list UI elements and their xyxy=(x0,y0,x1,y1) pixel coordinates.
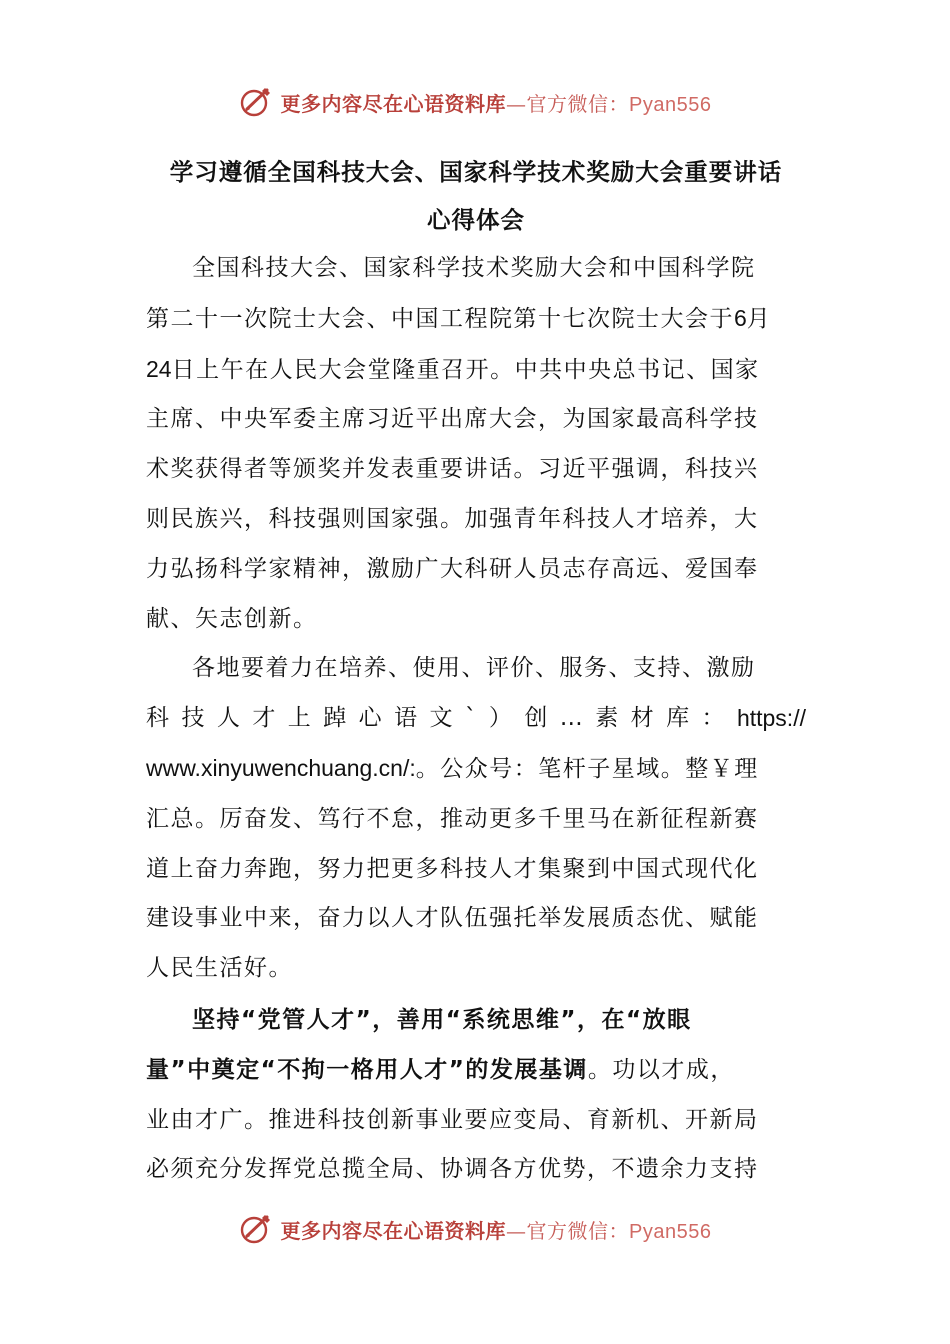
banner-text xyxy=(281,88,712,117)
url-fragment: https:// xyxy=(736,705,806,732)
text-span: 第二十一次院士大会、中国工程院第十七次院士大会于 xyxy=(146,305,734,332)
banner-brand: 更多内容尽在心语资料库 xyxy=(280,1218,507,1243)
banner-wechat-id: Pyan556 xyxy=(629,1220,712,1243)
char: 心 xyxy=(358,705,384,732)
char: 踔 xyxy=(323,705,348,732)
text-line: 建设事业中来，奋力以人才队伍强托举发展质态优、赋能 xyxy=(146,905,759,932)
text-line: 力弘扬科学家精神，激励广大科研人员志存高远、爱国奉 xyxy=(146,555,759,582)
text-span: 。功以才成， xyxy=(587,1056,735,1083)
char: 科 xyxy=(146,705,171,732)
char: … xyxy=(559,705,585,732)
text-span: 月 xyxy=(746,305,772,332)
char: ` xyxy=(464,705,478,732)
text-span: 。公众号：笔杆子星域。整￥理 xyxy=(415,755,759,782)
char: 材 xyxy=(630,705,656,732)
text-line: 献、矢志创新。 xyxy=(146,605,318,632)
char: 上 xyxy=(287,705,313,732)
paragraph-1 xyxy=(146,244,806,644)
text-line: 主席、中央军委主席习近平出席大会，为国家最高科学技 xyxy=(146,406,759,433)
banner-dash: — xyxy=(506,91,527,116)
text-line-bold: 坚持“党管人才”，善用“系统思维”，在“放眼 xyxy=(192,1006,692,1033)
banner-wechat-label: 官方微信： xyxy=(526,1218,630,1243)
paragraph-3 xyxy=(146,996,806,1195)
footer-banner xyxy=(0,1209,950,1249)
text-span: 24 xyxy=(146,355,172,382)
text-span: 日上午在人民大会堂隆重召开。中共中央总书记、国家 xyxy=(171,356,760,383)
text-line xyxy=(146,744,806,795)
text-line xyxy=(146,1046,806,1096)
text-line: 则民族兴，科技强则国家强。加强青年科技人才培养，大 xyxy=(146,505,759,532)
text-line: 汇总。厉奋发、笃行不怠，推动更多千里马在新征程新赛 xyxy=(146,805,759,832)
url-text: www.xinyuwenchuang.cn/: xyxy=(146,754,416,781)
header-banner xyxy=(0,82,950,122)
banner-wechat-id: Pyan556 xyxy=(629,93,712,116)
pen-logo-icon xyxy=(239,1212,273,1246)
text-span: 6 xyxy=(734,304,747,331)
banner-wechat-label: 官方微信： xyxy=(526,91,630,116)
char: 才 xyxy=(252,705,277,732)
char: ： xyxy=(701,705,726,732)
char: 素 xyxy=(595,705,620,732)
text-line: 各地要着力在培养、使用、评价、服务、支持、激励 xyxy=(192,655,756,682)
char: ） xyxy=(488,705,514,732)
char: 文 xyxy=(429,705,454,732)
document xyxy=(146,148,806,1195)
banner-text xyxy=(281,1215,712,1244)
text-line: 必须充分发挥党总揽全局、协调各方优势，不遗余力支持 xyxy=(146,1156,759,1183)
document-title xyxy=(146,148,806,244)
text-line: 术奖获得者等颁奖并发表重要讲话。习近平强调，科技兴 xyxy=(146,456,759,483)
banner-dash: — xyxy=(506,1218,527,1243)
text-line: 业由才广。推进科技创新事业要应变局、育新机、开新局 xyxy=(146,1106,759,1133)
paragraph-2 xyxy=(146,644,806,994)
char: 人 xyxy=(216,705,242,732)
title-line-2: 心得体会 xyxy=(427,206,525,234)
text-line xyxy=(146,294,806,345)
char: 创 xyxy=(524,705,549,732)
title-line-1: 学习遵循全国科技大会、国家科学技术奖励大会重要讲话 xyxy=(169,158,783,186)
char: 库 xyxy=(666,705,691,732)
text-span-bold: 量”中奠定“不拘一格用人才”的发展基调 xyxy=(146,1056,588,1083)
char: 语 xyxy=(394,705,419,732)
text-line-spread xyxy=(146,694,806,744)
text-line: 道上奋力奔跑，努力把更多科技人才集聚到中国式现代化 xyxy=(146,855,759,882)
pen-logo-icon xyxy=(239,85,273,119)
banner-brand: 更多内容尽在心语资料库 xyxy=(280,91,507,116)
text-line: 全国科技大会、国家科学技术奖励大会和中国科学院 xyxy=(192,255,756,281)
char: 技 xyxy=(181,705,206,732)
text-line xyxy=(146,345,806,396)
text-line: 人民生活好。 xyxy=(146,955,293,982)
